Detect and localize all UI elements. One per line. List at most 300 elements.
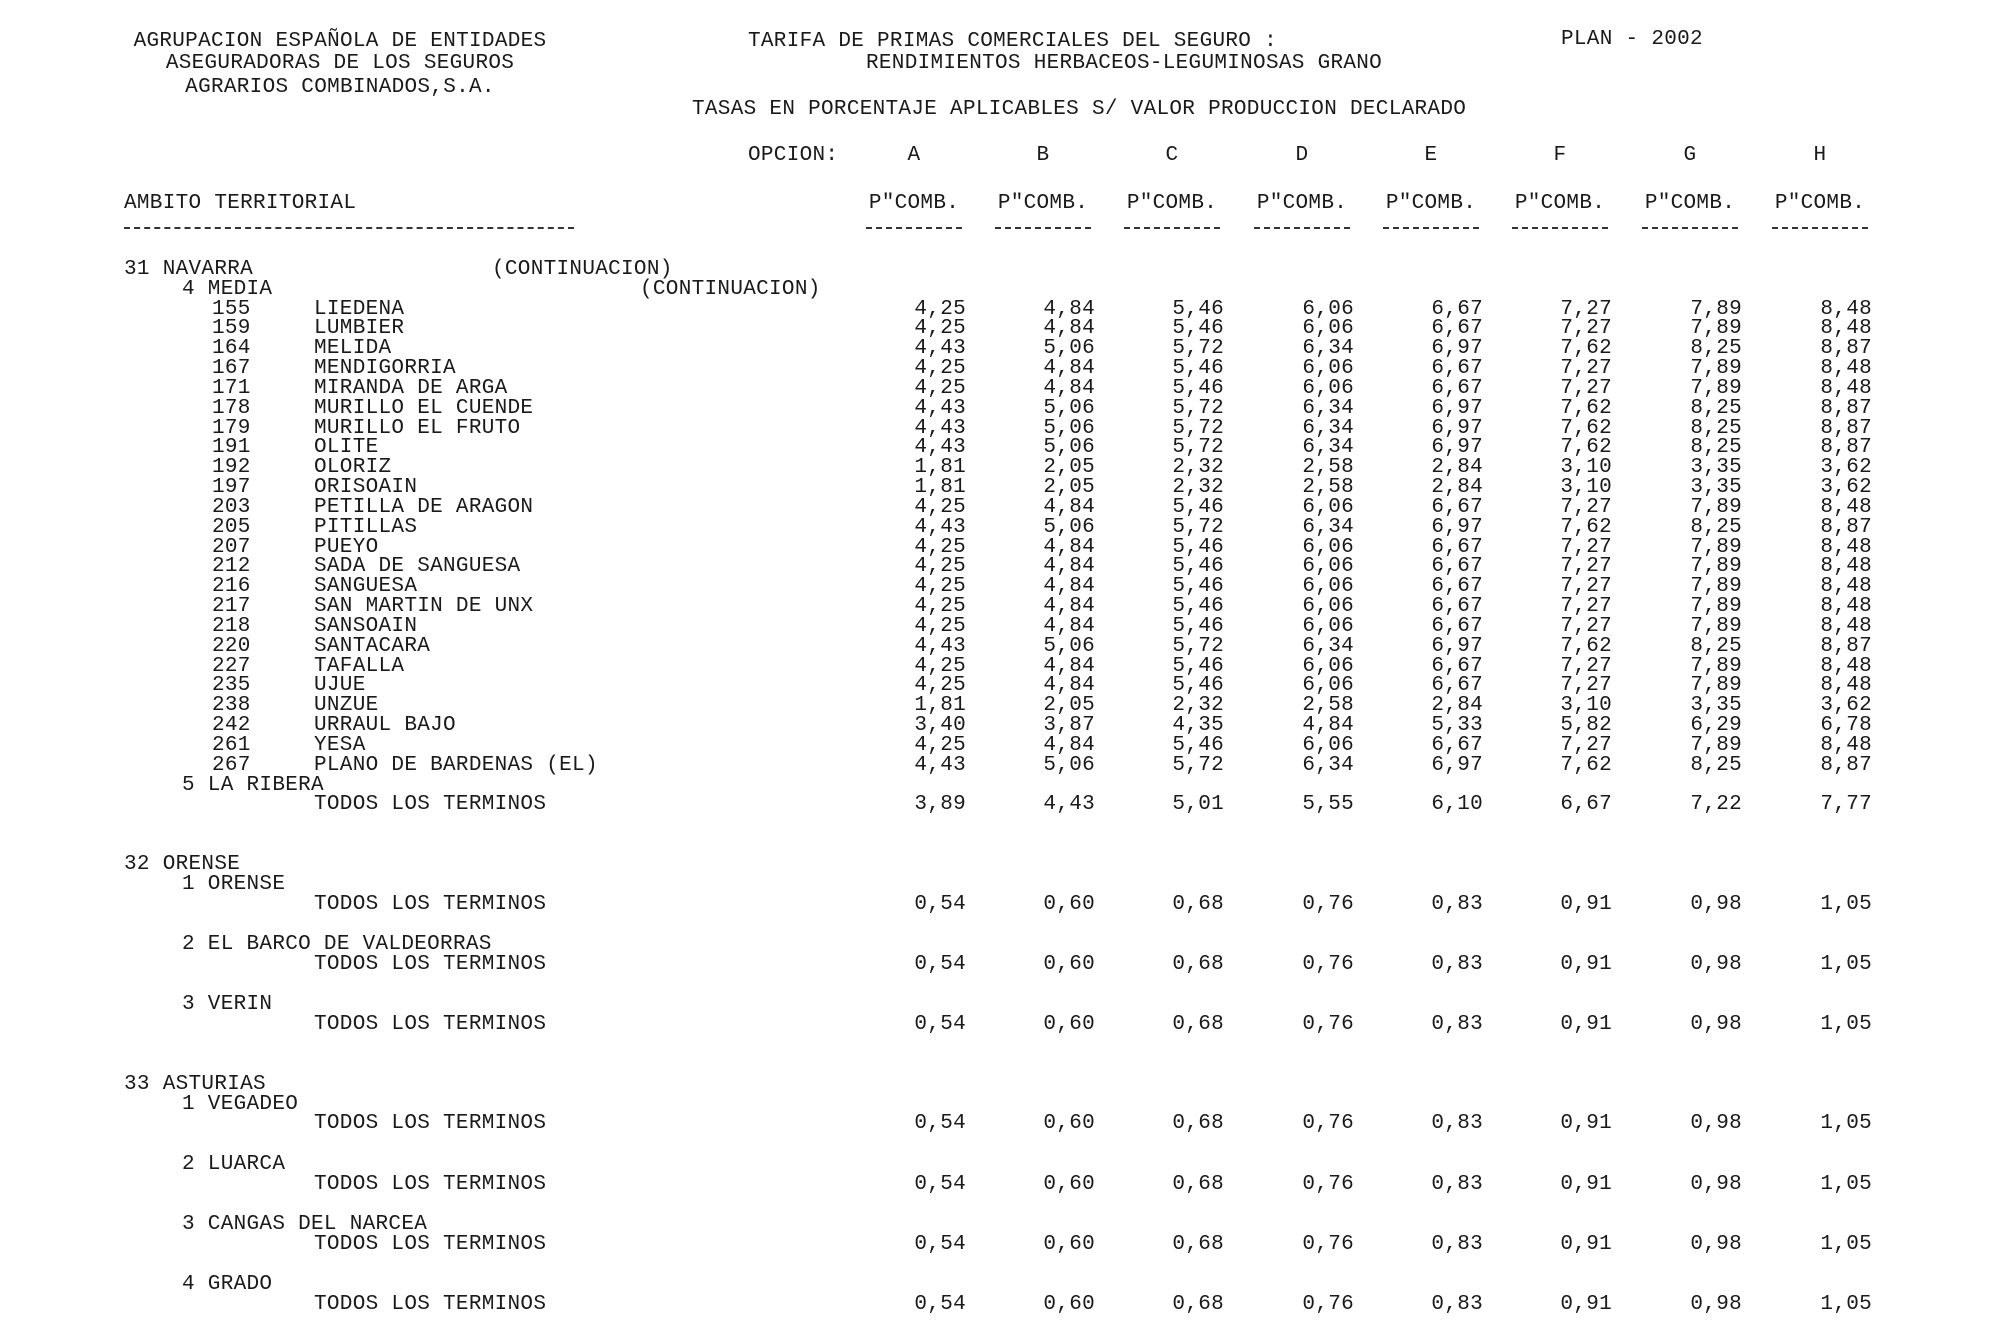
column-underline <box>866 227 962 229</box>
rate-value: 3,35 <box>1690 476 1742 499</box>
rate-value: 7,27 <box>1560 595 1612 618</box>
column-underline <box>995 227 1091 229</box>
rate-value: 8,48 <box>1820 615 1872 638</box>
rate-value: 0,91 <box>1560 953 1612 976</box>
municipality-code: 261 <box>212 734 251 757</box>
all-terms-row <box>0 1013 2000 1037</box>
rate-value: 4,84 <box>1043 555 1095 578</box>
rate-value: 0,60 <box>1043 1112 1095 1135</box>
rate-value: 7,27 <box>1560 536 1612 559</box>
rate-value: 0,54 <box>914 893 966 916</box>
rate-value: 5,55 <box>1302 793 1354 816</box>
municipality-code: 178 <box>212 397 251 420</box>
rate-value: 4,25 <box>914 674 966 697</box>
plan-label: PLAN - 2002 <box>1561 28 1703 51</box>
municipality-name: ORISOAIN <box>314 476 418 499</box>
rate-value: 4,84 <box>1302 714 1354 737</box>
rate-value: 1,05 <box>1820 1233 1872 1256</box>
rate-value: 6,97 <box>1431 635 1483 658</box>
rate-value: 3,35 <box>1690 456 1742 479</box>
all-terms-label: TODOS LOS TERMINOS <box>314 1173 547 1196</box>
org-line-1: AGRUPACION ESPAÑOLA DE ENTIDADES <box>133 30 547 53</box>
rate-value: 8,25 <box>1690 417 1742 440</box>
rate-value: 0,83 <box>1431 953 1483 976</box>
rate-value: 4,84 <box>1043 377 1095 400</box>
rate-value: 6,06 <box>1302 734 1354 757</box>
rate-value: 0,54 <box>914 1112 966 1135</box>
rate-value: 6,29 <box>1690 714 1742 737</box>
rate-value: 0,60 <box>1043 1233 1095 1256</box>
option-header: G <box>1683 144 1697 167</box>
rate-value: 8,25 <box>1690 397 1742 420</box>
all-terms-row <box>0 793 2000 817</box>
rate-value: 5,46 <box>1172 655 1224 678</box>
municipality-name: SANTACARA <box>314 635 431 658</box>
rate-value: 0,60 <box>1043 1173 1095 1196</box>
rate-value: 0,60 <box>1043 1013 1095 1036</box>
option-header: B <box>1036 144 1050 167</box>
rate-value: 5,72 <box>1172 337 1224 360</box>
all-terms-label: TODOS LOS TERMINOS <box>314 1013 547 1036</box>
municipality-name: LIEDENA <box>314 298 405 321</box>
rate-value: 7,62 <box>1560 516 1612 539</box>
rate-value: 1,05 <box>1820 1293 1872 1316</box>
rate-value: 6,06 <box>1302 575 1354 598</box>
rate-value: 0,91 <box>1560 1233 1612 1256</box>
rate-value: 0,98 <box>1690 1173 1742 1196</box>
rate-value: 0,98 <box>1690 1112 1742 1135</box>
rate-value: 5,01 <box>1172 793 1224 816</box>
column-underline <box>1124 227 1220 229</box>
rate-value: 0,68 <box>1172 953 1224 976</box>
rate-value: 7,22 <box>1690 793 1742 816</box>
municipality-code: 218 <box>212 615 251 638</box>
rate-value: 5,46 <box>1172 298 1224 321</box>
rate-value: 0,91 <box>1560 1013 1612 1036</box>
rate-value: 7,27 <box>1560 615 1612 638</box>
rate-value: 6,10 <box>1431 793 1483 816</box>
rate-value: 5,46 <box>1172 674 1224 697</box>
municipality-code: 267 <box>212 754 251 777</box>
rate-value: 4,84 <box>1043 357 1095 380</box>
municipality-code: 179 <box>212 417 251 440</box>
rate-value: 0,54 <box>914 953 966 976</box>
municipality-code: 197 <box>212 476 251 499</box>
rate-value: 5,72 <box>1172 516 1224 539</box>
rate-value: 1,05 <box>1820 1112 1872 1135</box>
rate-value: 4,43 <box>1043 793 1095 816</box>
rate-value: 0,68 <box>1172 893 1224 916</box>
rate-value: 0,54 <box>914 1233 966 1256</box>
rate-value: 4,25 <box>914 496 966 519</box>
rate-value: 4,25 <box>914 734 966 757</box>
rate-value: 4,25 <box>914 555 966 578</box>
municipality-code: 203 <box>212 496 251 519</box>
rate-value: 0,91 <box>1560 1112 1612 1135</box>
municipality-name: PUEYO <box>314 536 379 559</box>
municipality-code: 192 <box>212 456 251 479</box>
rate-value: 6,34 <box>1302 436 1354 459</box>
municipality-name: SANSOAIN <box>314 615 418 638</box>
rate-value: 7,27 <box>1560 377 1612 400</box>
rate-value: 3,10 <box>1560 694 1612 717</box>
option-header: H <box>1813 144 1827 167</box>
rate-value: 4,25 <box>914 655 966 678</box>
rate-value: 6,67 <box>1431 536 1483 559</box>
municipality-name: UJUE <box>314 674 366 697</box>
rate-value: 5,72 <box>1172 397 1224 420</box>
municipality-name: YESA <box>314 734 366 757</box>
rate-value: 0,54 <box>914 1013 966 1036</box>
rate-value: 0,68 <box>1172 1013 1224 1036</box>
rate-value: 4,84 <box>1043 317 1095 340</box>
all-terms-label: TODOS LOS TERMINOS <box>314 793 547 816</box>
rate-value: 7,89 <box>1690 496 1742 519</box>
continuation-note: (CONTINUACION) <box>492 258 673 281</box>
municipality-name: PITILLAS <box>314 516 418 539</box>
rate-value: 5,72 <box>1172 436 1224 459</box>
rate-value: 7,89 <box>1690 555 1742 578</box>
rate-value: 6,06 <box>1302 655 1354 678</box>
rate-value: 0,68 <box>1172 1173 1224 1196</box>
rate-value: 6,97 <box>1431 417 1483 440</box>
rate-value: 3,62 <box>1820 694 1872 717</box>
rate-value: 5,06 <box>1043 754 1095 777</box>
all-terms-label: TODOS LOS TERMINOS <box>314 1293 547 1316</box>
rate-value: 8,48 <box>1820 298 1872 321</box>
rate-value: 0,98 <box>1690 893 1742 916</box>
rate-value: 8,48 <box>1820 317 1872 340</box>
rate-value: 7,27 <box>1560 575 1612 598</box>
all-terms-row <box>0 1173 2000 1197</box>
all-terms-row <box>0 1112 2000 1136</box>
rate-value: 6,67 <box>1560 793 1612 816</box>
all-terms-label: TODOS LOS TERMINOS <box>314 893 547 916</box>
comarca-name: 4 GRADO <box>182 1273 273 1296</box>
rate-value: 4,43 <box>914 436 966 459</box>
comarca-name: 2 LUARCA <box>182 1153 286 1176</box>
all-terms-label: TODOS LOS TERMINOS <box>314 953 547 976</box>
rate-value: 4,43 <box>914 417 966 440</box>
rate-value: 4,84 <box>1043 575 1095 598</box>
rate-value: 6,67 <box>1431 615 1483 638</box>
rate-value: 4,84 <box>1043 496 1095 519</box>
option-header: C <box>1165 144 1179 167</box>
rate-value: 5,06 <box>1043 516 1095 539</box>
comarca-name: 1 VEGADEO <box>182 1093 299 1116</box>
rate-value: 6,67 <box>1431 674 1483 697</box>
rate-value: 0,76 <box>1302 893 1354 916</box>
title-line-1: TARIFA DE PRIMAS COMERCIALES DEL SEGURO : <box>748 30 1277 53</box>
rate-value: 6,97 <box>1431 754 1483 777</box>
rate-value: 4,84 <box>1043 674 1095 697</box>
rate-value: 6,67 <box>1431 357 1483 380</box>
column-subheader: P"COMB. <box>1126 192 1218 215</box>
rate-value: 7,27 <box>1560 734 1612 757</box>
rate-value: 6,67 <box>1431 555 1483 578</box>
municipality-code: 242 <box>212 714 251 737</box>
rate-value: 0,76 <box>1302 1173 1354 1196</box>
rate-value: 5,46 <box>1172 536 1224 559</box>
rate-value: 7,62 <box>1560 397 1612 420</box>
rate-value: 6,34 <box>1302 417 1354 440</box>
comarca-name: 5 LA RIBERA <box>182 774 324 797</box>
rate-value: 5,72 <box>1172 635 1224 658</box>
municipality-code: 167 <box>212 357 251 380</box>
rate-value: 7,27 <box>1560 317 1612 340</box>
municipality-code: 171 <box>212 377 251 400</box>
rate-value: 4,25 <box>914 357 966 380</box>
rate-value: 4,25 <box>914 317 966 340</box>
rate-value: 0,98 <box>1690 1233 1742 1256</box>
rate-value: 7,89 <box>1690 595 1742 618</box>
rate-value: 4,25 <box>914 595 966 618</box>
rate-value: 0,83 <box>1431 1293 1483 1316</box>
ambito-underline <box>124 227 574 229</box>
rate-value: 8,87 <box>1820 754 1872 777</box>
rate-value: 6,97 <box>1431 397 1483 420</box>
rate-value: 3,10 <box>1560 456 1612 479</box>
rate-value: 2,58 <box>1302 694 1354 717</box>
rate-value: 6,97 <box>1431 436 1483 459</box>
rate-value: 4,84 <box>1043 595 1095 618</box>
rate-value: 6,67 <box>1431 734 1483 757</box>
rate-value: 0,91 <box>1560 1173 1612 1196</box>
column-subheader: P"COMB. <box>1774 192 1866 215</box>
all-terms-row <box>0 893 2000 917</box>
rate-value: 2,32 <box>1172 694 1224 717</box>
rate-value: 4,25 <box>914 377 966 400</box>
column-subheader: P"COMB. <box>1644 192 1736 215</box>
rate-value: 7,27 <box>1560 655 1612 678</box>
all-terms-row <box>0 1233 2000 1257</box>
rate-value: 4,43 <box>914 635 966 658</box>
rate-value: 7,62 <box>1560 436 1612 459</box>
rate-value: 4,25 <box>914 298 966 321</box>
rate-value: 2,58 <box>1302 476 1354 499</box>
continuation-note: (CONTINUACION) <box>640 278 821 301</box>
column-underline <box>1383 227 1479 229</box>
column-underline <box>1642 227 1738 229</box>
rate-value: 8,48 <box>1820 575 1872 598</box>
province-name: 33 ASTURIAS <box>124 1073 266 1096</box>
municipality-code: 227 <box>212 655 251 678</box>
rate-value: 6,67 <box>1431 575 1483 598</box>
municipality-code: 235 <box>212 674 251 697</box>
rate-value: 5,46 <box>1172 595 1224 618</box>
rate-value: 7,89 <box>1690 615 1742 638</box>
rate-value: 4,43 <box>914 337 966 360</box>
rate-value: 8,48 <box>1820 357 1872 380</box>
municipality-name: MENDIGORRIA <box>314 357 456 380</box>
rate-value: 7,27 <box>1560 496 1612 519</box>
option-label: OPCION: <box>748 144 839 167</box>
rate-value: 3,40 <box>914 714 966 737</box>
rate-value: 5,46 <box>1172 496 1224 519</box>
rate-value: 2,84 <box>1431 694 1483 717</box>
rate-value: 0,98 <box>1690 1013 1742 1036</box>
rate-value: 2,32 <box>1172 456 1224 479</box>
rate-value: 2,58 <box>1302 456 1354 479</box>
rate-value: 5,46 <box>1172 615 1224 638</box>
rate-value: 6,34 <box>1302 754 1354 777</box>
rate-value: 8,48 <box>1820 674 1872 697</box>
rate-value: 7,62 <box>1560 417 1612 440</box>
column-subheader: P"COMB. <box>997 192 1089 215</box>
municipality-code: 216 <box>212 575 251 598</box>
option-header: D <box>1295 144 1309 167</box>
rate-value: 4,84 <box>1043 655 1095 678</box>
rate-value: 3,87 <box>1043 714 1095 737</box>
rate-value: 1,05 <box>1820 1173 1872 1196</box>
rate-value: 0,83 <box>1431 1013 1483 1036</box>
rate-value: 2,05 <box>1043 694 1095 717</box>
comarca-name: 1 ORENSE <box>182 873 286 896</box>
all-terms-row <box>0 953 2000 977</box>
municipality-code: 205 <box>212 516 251 539</box>
comarca-name: 3 VERIN <box>182 993 273 1016</box>
rate-value: 6,06 <box>1302 595 1354 618</box>
rate-value: 0,98 <box>1690 1293 1742 1316</box>
rate-value: 6,34 <box>1302 516 1354 539</box>
rate-value: 5,06 <box>1043 635 1095 658</box>
rate-value: 6,06 <box>1302 377 1354 400</box>
rate-value: 6,06 <box>1302 615 1354 638</box>
rate-value: 0,68 <box>1172 1293 1224 1316</box>
rate-value: 0,83 <box>1431 893 1483 916</box>
all-terms-label: TODOS LOS TERMINOS <box>314 1233 547 1256</box>
rate-value: 3,62 <box>1820 456 1872 479</box>
rate-value: 6,67 <box>1431 655 1483 678</box>
province-name: 32 ORENSE <box>124 853 241 876</box>
rate-value: 0,76 <box>1302 1013 1354 1036</box>
municipality-name: URRAUL BAJO <box>314 714 456 737</box>
municipality-code: 155 <box>212 298 251 321</box>
column-subheader: P"COMB. <box>1256 192 1348 215</box>
municipality-code: 220 <box>212 635 251 658</box>
rate-value: 8,87 <box>1820 436 1872 459</box>
rate-value: 6,67 <box>1431 298 1483 321</box>
rate-value: 0,60 <box>1043 953 1095 976</box>
rate-value: 8,48 <box>1820 555 1872 578</box>
rate-value: 6,67 <box>1431 595 1483 618</box>
municipality-code: 159 <box>212 317 251 340</box>
rate-value: 8,87 <box>1820 417 1872 440</box>
rate-value: 8,48 <box>1820 377 1872 400</box>
rate-value: 1,81 <box>914 694 966 717</box>
comarca-name: 2 EL BARCO DE VALDEORRAS <box>182 933 492 956</box>
title-line-2: RENDIMIENTOS HERBACEOS-LEGUMINOSAS GRANO <box>866 52 1383 75</box>
municipality-name: PLANO DE BARDENAS (EL) <box>314 754 598 777</box>
rate-value: 1,05 <box>1820 953 1872 976</box>
rate-value: 4,84 <box>1043 615 1095 638</box>
rate-value: 7,89 <box>1690 575 1742 598</box>
rate-value: 7,27 <box>1560 298 1612 321</box>
municipality-code: 191 <box>212 436 251 459</box>
rate-value: 4,84 <box>1043 536 1095 559</box>
rate-value: 0,68 <box>1172 1112 1224 1135</box>
rate-value: 0,60 <box>1043 1293 1095 1316</box>
rate-value: 5,06 <box>1043 337 1095 360</box>
municipality-name: TAFALLA <box>314 655 405 678</box>
municipality-code: 207 <box>212 536 251 559</box>
rate-value: 2,05 <box>1043 476 1095 499</box>
rate-value: 4,43 <box>914 397 966 420</box>
rate-value: 2,84 <box>1431 476 1483 499</box>
page-subtitle: TASAS EN PORCENTAJE APLICABLES S/ VALOR PRODUCCION DECLARADO <box>692 98 1467 121</box>
rate-value: 8,48 <box>1820 734 1872 757</box>
municipality-name: LUMBIER <box>314 317 405 340</box>
rate-value: 0,91 <box>1560 893 1612 916</box>
rate-value: 6,06 <box>1302 674 1354 697</box>
rate-value: 0,76 <box>1302 953 1354 976</box>
rate-value: 6,06 <box>1302 496 1354 519</box>
municipality-code: 164 <box>212 337 251 360</box>
rate-value: 0,83 <box>1431 1173 1483 1196</box>
rate-value: 0,76 <box>1302 1112 1354 1135</box>
rate-value: 7,89 <box>1690 317 1742 340</box>
comarca-name: 3 CANGAS DEL NARCEA <box>182 1213 428 1236</box>
org-line-2: ASEGURADORAS DE LOS SEGUROS <box>165 52 515 75</box>
rate-value: 2,05 <box>1043 456 1095 479</box>
rate-value: 1,05 <box>1820 1013 1872 1036</box>
rate-value: 8,87 <box>1820 337 1872 360</box>
rate-value: 6,06 <box>1302 317 1354 340</box>
rate-value: 6,67 <box>1431 317 1483 340</box>
rate-value: 5,46 <box>1172 575 1224 598</box>
rate-value: 4,35 <box>1172 714 1224 737</box>
rate-value: 7,62 <box>1560 635 1612 658</box>
municipality-name: UNZUE <box>314 694 379 717</box>
rate-value: 5,46 <box>1172 357 1224 380</box>
option-header: F <box>1553 144 1567 167</box>
municipality-name: MELIDA <box>314 337 392 360</box>
option-header: A <box>907 144 921 167</box>
rate-value: 0,54 <box>914 1173 966 1196</box>
rate-value: 7,62 <box>1560 337 1612 360</box>
rate-value: 8,25 <box>1690 516 1742 539</box>
rate-value: 4,84 <box>1043 734 1095 757</box>
rate-value: 6,97 <box>1431 337 1483 360</box>
rate-value: 6,34 <box>1302 337 1354 360</box>
rate-value: 4,25 <box>914 615 966 638</box>
rate-value: 5,46 <box>1172 317 1224 340</box>
rate-value: 7,89 <box>1690 357 1742 380</box>
municipality-name: SAN MARTIN DE UNX <box>314 595 534 618</box>
municipality-name: MURILLO EL FRUTO <box>314 417 521 440</box>
rate-value: 4,43 <box>914 516 966 539</box>
rate-value: 0,68 <box>1172 1233 1224 1256</box>
column-underline <box>1512 227 1608 229</box>
rate-value: 0,76 <box>1302 1293 1354 1316</box>
rate-value: 7,89 <box>1690 655 1742 678</box>
rate-value: 7,62 <box>1560 754 1612 777</box>
all-terms-label: TODOS LOS TERMINOS <box>314 1112 547 1135</box>
municipality-name: OLORIZ <box>314 456 392 479</box>
column-underline <box>1772 227 1868 229</box>
rate-value: 5,72 <box>1172 417 1224 440</box>
rate-value: 7,27 <box>1560 357 1612 380</box>
rate-value: 4,84 <box>1043 298 1095 321</box>
rate-value: 4,25 <box>914 575 966 598</box>
option-header: E <box>1424 144 1438 167</box>
rate-value: 8,25 <box>1690 337 1742 360</box>
rate-value: 8,48 <box>1820 595 1872 618</box>
rate-value: 8,87 <box>1820 397 1872 420</box>
rate-value: 8,48 <box>1820 536 1872 559</box>
rate-value: 3,89 <box>914 793 966 816</box>
municipality-code: 217 <box>212 595 251 618</box>
